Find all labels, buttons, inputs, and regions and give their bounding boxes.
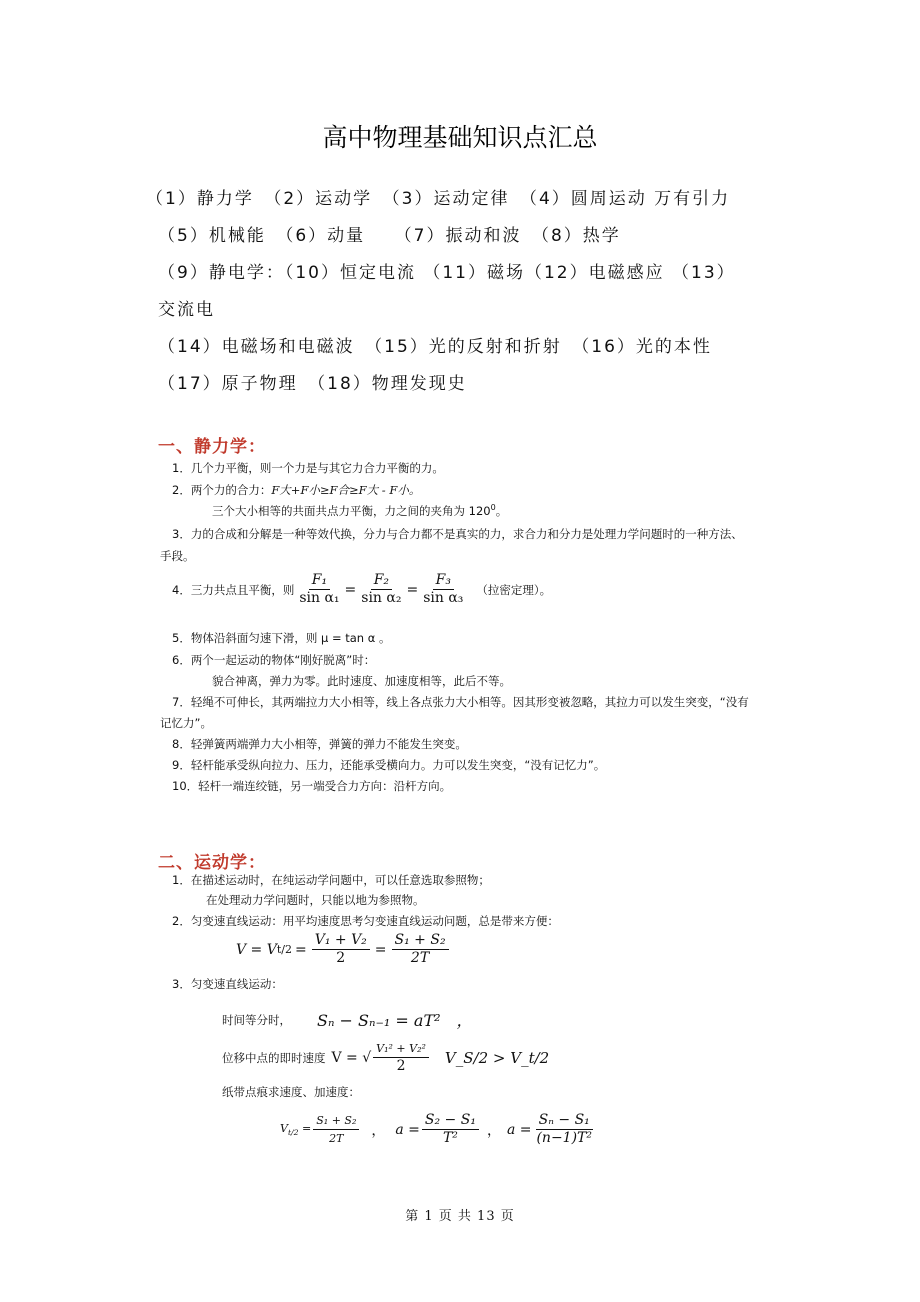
statics-item-7b: 记忆力”。: [160, 716, 212, 730]
tape-accel-fraction-2: $\frac{\text{Sₙ − S₁}}{\text{(n−1)T²}}$: [536, 1112, 592, 1146]
statics-item-8: 8．轻弹簧两端弹力大小相等，弹簧的弹力不能发生突变。: [172, 737, 467, 751]
kinematics-item-2: 2．匀变速直线运动：用平均速度思考匀变速直线运动问题，总是带来方便：: [172, 914, 559, 928]
tape-accel-fraction-1: $\frac{\text{S₂ − S₁}}{\text{T²}}$: [422, 1112, 479, 1147]
midpoint-velocity-compare: V_S/2 > V_t/2: [444, 1048, 550, 1067]
equal-time-formula: Sₙ − Sₙ₋₁ = aT² ，: [317, 1011, 473, 1030]
statics-item-3b: 手段。: [160, 549, 195, 563]
statics-item-4: [172, 572, 551, 607]
statics-item-4-note: （拉密定理）。: [476, 582, 552, 597]
statics-item-1: 1．几个力平衡，则一个力是与其它力合力平衡的力。: [172, 461, 444, 475]
kinematics-item-1: 1．在描述运动时，在纯运动学问题中，可以任意选取参照物；: [172, 873, 490, 887]
equals-sign: =: [406, 581, 419, 598]
section-heading-kinematics: 二、运动学：: [158, 853, 266, 873]
midpoint-velocity-line: 位移中点的即时速度 V = √ $\frac{\text{V₁² + V₂²}}{2}$ V_S/2 > V_t/2: [222, 1042, 550, 1074]
statics-item-2: [172, 482, 420, 498]
statics-item-2-note: [212, 503, 507, 519]
toc-line-1: （1）静力学 （2）运动学 （3）运动定律 （4）圆周运动 万有引力: [146, 189, 731, 209]
toc-line-4: 交流电: [158, 300, 215, 320]
statics-item-7a: 7．轻绳不可伸长，其两端拉力大小相等，线上各点张力大小相等。因其形变被忽略，其拉力可以发生突变，“没有: [172, 695, 749, 709]
tape-method-label: 纸带点痕求速度、加速度：: [222, 1085, 360, 1099]
avg-v-left: V = V: [236, 941, 277, 958]
toc-line-5: （14）电磁场和电磁波 （15）光的反射和折射 （16）光的本性: [158, 337, 712, 357]
statics-item-6: 6．两个一起运动的物体“刚好脱离”时：: [172, 653, 376, 667]
midpoint-velocity-fraction: $\frac{\text{V₁² + V₂²}}{2}$: [373, 1040, 429, 1075]
lami-fraction-1: $\frac{\text{F₁}}{\text{sin α₁}}$: [299, 572, 340, 606]
tape-formulas: $V_{t/2}$ = $\frac{\text{S₁ + S₂}}{2T}$ ， a = $\frac{\text{S₂ − S₁}}{\text{T²}}$ ， a = $\frac{\text{Sₙ − S₁}}{\text{(n−1)T²}}$: [280, 1112, 597, 1147]
avg-v-fraction-2: $\frac{\text{S₁ + S₂}}{2T}$: [392, 932, 449, 967]
statics-item-2-formula: F大+F小≥F合≥F大 - F小。: [271, 483, 421, 497]
statics-item-10: 10．轻杆一端连绞链，另一端受合力方向：沿杆方向。: [172, 779, 452, 793]
section-heading-statics: 一、静力学：: [158, 437, 266, 457]
statics-item-9: 9．轻杆能承受纵向拉力、压力，还能承受横向力。力可以发生突变，“没有记忆力”。: [172, 758, 606, 772]
equal-time-line: [222, 1008, 473, 1031]
toc-line-2: （5）机械能 （6）动量 （7）振动和波 （8）热学: [158, 226, 621, 246]
equal-time-label: 时间等分时，: [222, 1012, 291, 1027]
tape-velocity-fraction: $\frac{\text{S₁ + S₂}}{2T}$: [313, 1112, 359, 1147]
lami-fraction-3: $\frac{\text{F₃}}{\text{sin α₃}}$: [423, 572, 464, 606]
statics-item-2-label: 2．两个力的合力：: [172, 483, 272, 497]
lami-fraction-2: $\frac{\text{F₂}}{\text{sin α₂}}$: [361, 572, 402, 606]
page-footer: 第 1 页 共 13 页: [405, 1209, 515, 1224]
avg-v-sub: t/2: [276, 943, 292, 956]
statics-item-4-label: 4．三力共点且平衡，则: [172, 582, 295, 597]
toc-line-3: （9）静电学：（10）恒定电流 （11）磁场（12）电磁感应 （13）: [158, 263, 736, 283]
statics-item-2-note-end: 。: [495, 504, 508, 518]
equals-sign: =: [344, 581, 357, 598]
document-title: 高中物理基础知识点汇总: [322, 123, 598, 152]
statics-item-6-note: 貌合神离，弹力为零。此时速度、加速度相等，此后不等。: [212, 674, 511, 688]
degree-superscript: 0: [490, 503, 496, 513]
midpoint-velocity-label: 位移中点的即时速度: [222, 1050, 326, 1065]
toc-line-6: （17）原子物理 （18）物理发现史: [158, 374, 467, 394]
kinematics-item-3: 3．匀变速直线运动：: [172, 977, 283, 991]
average-velocity-formula: V = V t/2 = $\frac{\text{V₁ + V₂}}{2}$ = $\frac{\text{S₁ + S₂}}{2T}$: [236, 932, 451, 967]
statics-item-3a: 3．力的合成和分解是一种等效代换，分力与合力都不是真实的力，求合力和分力是处理力学问题时的一种方法、: [172, 527, 743, 541]
kinematics-item-1-note: 在处理动力学问题时，只能以地为参照物。: [206, 893, 425, 907]
statics-item-5: 5．物体沿斜面匀速下滑，则 μ = tan α 。: [172, 631, 391, 645]
avg-v-fraction-1: $\frac{\text{V₁ + V₂}}{2}$: [312, 932, 370, 967]
statics-item-2-note-text: 三个大小相等的共面共点力平衡，力之间的夹角为 120: [212, 504, 491, 518]
